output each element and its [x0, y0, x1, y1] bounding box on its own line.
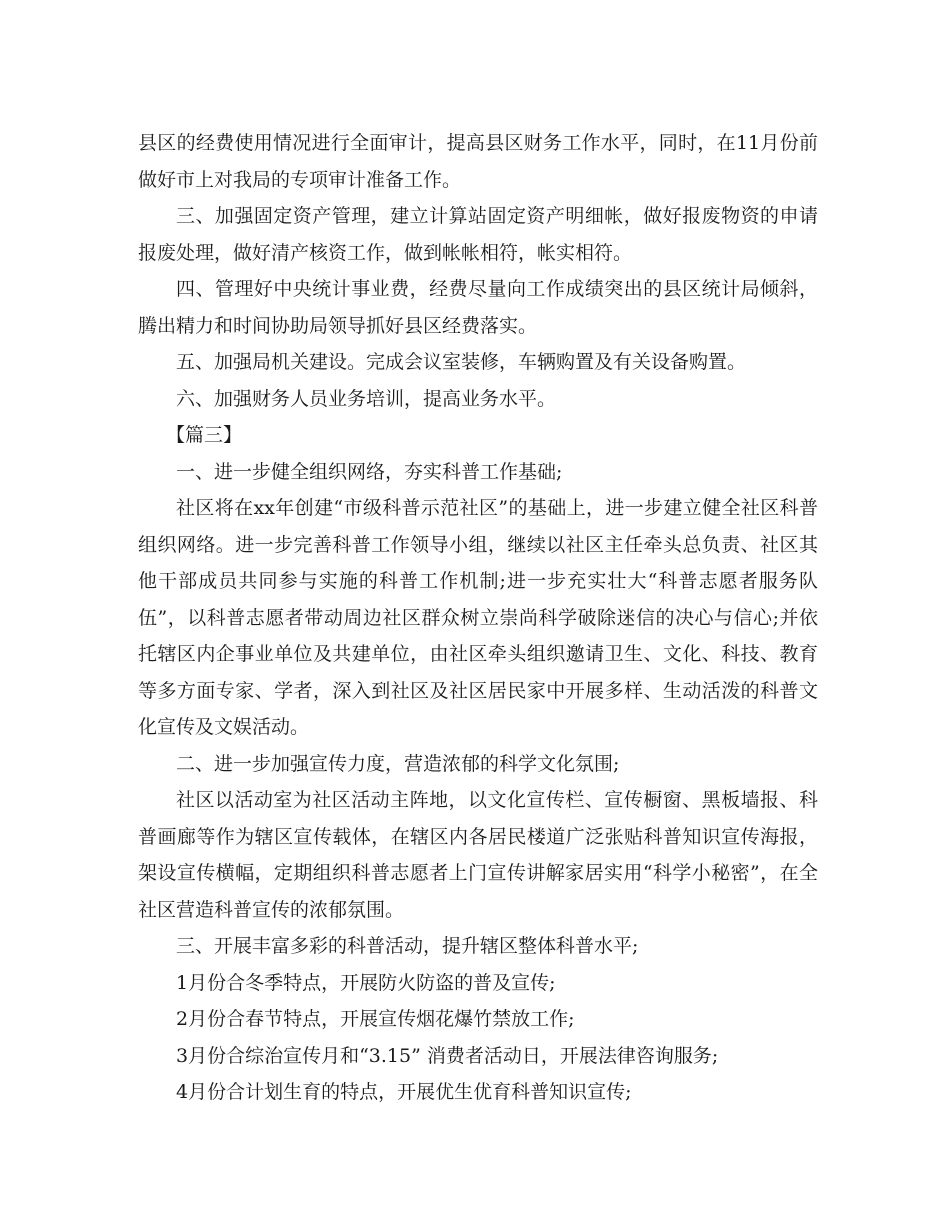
- document-body: [138, 125, 818, 1111]
- paragraph: 社区将在xx年创建“市级科普示范社区”的基础上，进一步建立健全社区科普组织网络。进一步完善科普工作领导小组，继续以社区主任牵头总负责、社区其他干部成员共同参与实施的科普工作机制;进一步充实壮大“科普志愿者服务队伍”，以科普志愿者带动周边社区群众树立崇尚科学破除迷信的决心与信心;并依托辖区内企事业单位及共建单位，由社区牵头组织邀请卫生、文化、科技、教育等多方面专家、学者，深入到社区及社区居民家中开展多样、生动活泼的科普文化宣传及文娱活动。: [138, 497, 818, 738]
- paragraph: 县区的经费使用情况进行全面审计，提高县区财务工作水平，同时，在11月份前做好市上对我局的专项审计准备工作。: [138, 132, 818, 191]
- paragraph: 一、进一步健全组织网络，夯实科普工作基础;: [176, 460, 563, 483]
- paragraph: 四、管理好中央统计事业费，经费尽量向工作成绩突出的县区统计局倾斜，腾出精力和时间协助局领导抓好县区经费落实。: [138, 278, 818, 337]
- paragraph: 三、开展丰富多彩的科普活动，提升辖区整体科普水平;: [176, 935, 639, 957]
- paragraph: 二、进一步加强宣传力度，营造浓郁的科学文化氛围;: [176, 752, 620, 775]
- paragraph: 4月份合计划生育的特点，开展优生优育科普知识宣传;: [176, 1081, 632, 1103]
- paragraph: 2月份合春节特点，开展宣传烟花爆竹禁放工作;: [176, 1008, 575, 1030]
- paragraph: 1月份合冬季特点，开展防火防盗的普及宣传;: [176, 971, 556, 994]
- paragraph: 社区以活动室为社区活动主阵地，以文化宣传栏、宣传橱窗、黑板墙报、科普画廊等作为辖区宣传载体，在辖区内各居民楼道广泛张贴科普知识宣传海报，架设宣传横幅，定期组织科普志愿者上门宣传讲解家居实用“科学小秘密”，在全社区营造科普宣传的浓郁氛围。: [138, 789, 818, 921]
- paragraph: 3月份合综治宣传月和“3.15” 消费者活动日，开展法律咨询服务;: [176, 1044, 719, 1067]
- paragraph: 五、加强局机关建设。完成会议室装修，车辆购置及有关设备购置。: [176, 351, 747, 373]
- section-heading: 【篇三】: [166, 424, 243, 446]
- paragraph: 三、加强固定资产管理，建立计算站固定资产明细帐，做好报废物资的申请报废处理，做好清产核资工作，做到帐帐相符，帐实相符。: [138, 205, 818, 264]
- paragraph: 六、加强财务人员业务培训，提高业务水平。: [176, 387, 557, 410]
